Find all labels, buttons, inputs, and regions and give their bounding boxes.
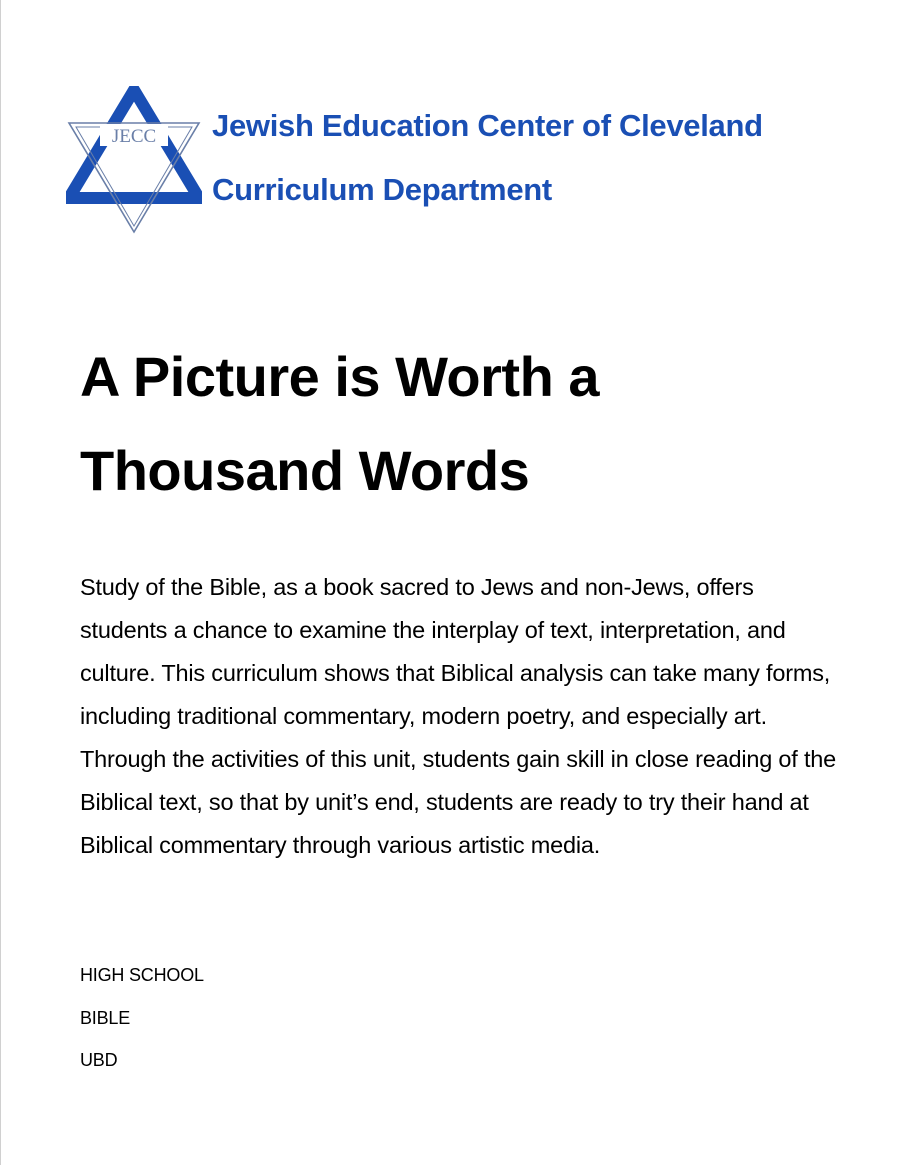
tag-grade-level: HIGH SCHOOL (80, 965, 204, 985)
document-description: Study of the Bible, as a book sacred to Jews and non-Jews, offers students a chance to examine the interplay of text, interpretation, and culture. This curriculum shows that Biblical analysis can take many forms, including traditional commentary, modern poetry, and especially art. Through the activities of this unit, students gain skill in close reading of the Biblical text, so that by unit’s end, students are ready to try their hand at Biblical commentary through various artistic media. (80, 574, 837, 858)
page-edge (0, 0, 1, 1165)
document-title: A Picture is Worth a Thousand Words (80, 345, 599, 502)
tag-subject: BIBLE (80, 1008, 131, 1028)
department-name: Curriculum Department (212, 172, 552, 207)
star-of-david-icon (66, 86, 202, 236)
org-name: Jewish Education Center of Cleveland (212, 108, 763, 143)
logo-text: JECC (111, 126, 157, 147)
tag-framework: UBD (80, 1050, 118, 1070)
jecc-logo (66, 86, 202, 236)
